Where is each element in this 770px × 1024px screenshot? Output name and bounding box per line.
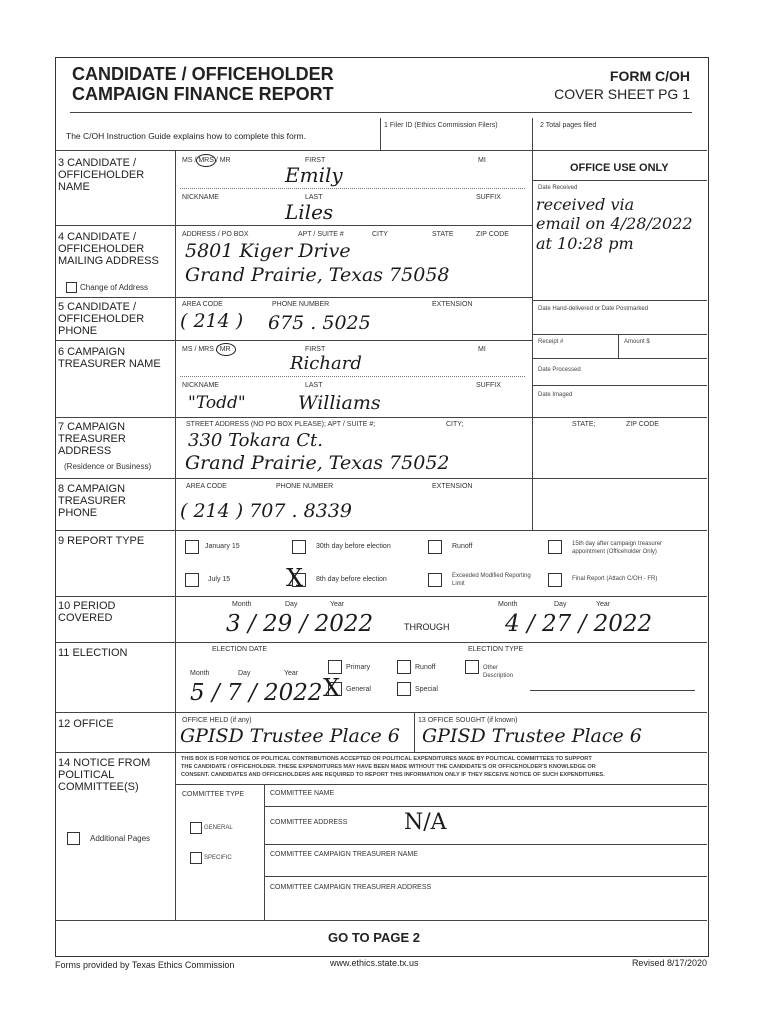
footer-center: www.ethics.state.tx.us — [330, 958, 419, 968]
election-other-rule — [530, 690, 695, 691]
s6-name-rule — [180, 376, 525, 377]
election-general-label: General — [346, 686, 371, 693]
s11-day-label: Day — [238, 670, 251, 677]
committee-specific-checkbox[interactable] — [190, 852, 202, 864]
office-held-label: OFFICE HELD (if any) — [182, 717, 252, 724]
notice-line-3: CONSENT. CANDIDATES AND OFFICEHOLDERS ARE REQUIRED TO REPORT THIS INFORMATION ONLY IF THEY RECEIVE NOTICE OF SUCH EXPENDITURES. — [181, 772, 605, 778]
treasurer-salutation-circle — [216, 343, 236, 356]
treasurer-phone: ( 214 ) 707 . 8339 — [180, 500, 352, 522]
section-9-label: 9 REPORT TYPE — [58, 535, 145, 547]
committee-treasurer-label: COMMITTEE CAMPAIGN TREASURER NAME — [270, 851, 418, 858]
filer-id-label: 1 Filer ID (Ethics Commission Filers) — [384, 122, 498, 129]
candidate-last-name: Liles — [285, 200, 334, 224]
election-runoff-checkbox[interactable] — [397, 660, 411, 674]
s10-month-label-2: Month — [498, 601, 518, 608]
s3-first-label: FIRST — [305, 157, 326, 164]
pages-filed-label: 2 Total pages filed — [540, 122, 597, 129]
s5-area-label: AREA CODE — [182, 301, 223, 308]
s10-month-label: Month — [232, 601, 252, 608]
section-5-label: 5 CANDIDATE / OFFICEHOLDER PHONE — [58, 301, 145, 337]
s8-area-label: AREA CODE — [186, 483, 227, 490]
received-note-1: received via — [536, 195, 635, 214]
form-title-1: CANDIDATE / OFFICEHOLDER — [72, 64, 334, 84]
office-use-rule — [532, 180, 707, 181]
header-rule — [70, 112, 692, 113]
s4-address-label: ADDRESS / PO BOX — [182, 231, 249, 238]
salutation-circle — [196, 154, 216, 167]
row-line-6 — [55, 417, 707, 418]
section-10-label: 10 PERIOD COVERED — [58, 600, 116, 624]
treasurer-address-line-2: Grand Prairie, Texas 75052 — [185, 452, 450, 474]
s3-mi-label: MI — [478, 157, 486, 164]
s7-state-label: STATE; — [572, 421, 596, 428]
s4-city-label: CITY — [372, 231, 388, 238]
candidate-phone: 675 . 5025 — [268, 312, 371, 334]
committee-rule-2 — [264, 844, 707, 845]
s4-apt-label: APT / SUITE # — [298, 231, 344, 238]
additional-pages-label: Additional Pages — [90, 834, 151, 843]
s11-year-label: Year — [284, 670, 299, 677]
s6-nickname-label: NICKNAME — [182, 382, 219, 389]
candidate-address-line-2: Grand Prairie, Texas 75058 — [185, 264, 450, 286]
s7-sub-label: (Residence or Business) — [64, 462, 152, 471]
s10-day-label: Day — [285, 601, 298, 608]
report-jan15-checkbox[interactable] — [185, 540, 199, 554]
report-8day-label: 8th day before election — [316, 576, 387, 583]
election-primary-label: Primary — [346, 664, 371, 671]
section-11-label: 11 ELECTION — [58, 647, 128, 659]
s7-street-label: STREET ADDRESS (NO PO BOX PLEASE); APT / SUITE #; — [186, 421, 376, 428]
report-exceeded-label: Exceeded Modified Reporting Limit — [452, 573, 531, 587]
s4-state-label: STATE — [432, 231, 454, 238]
s5-ext-label: EXTENSION — [432, 301, 473, 308]
s8-ext-label: EXTENSION — [432, 483, 473, 490]
report-jul15-label: July 15 — [208, 576, 231, 583]
committee-rule-1 — [264, 806, 707, 807]
section-3-label: 3 CANDIDATE / OFFICEHOLDER NAME — [58, 157, 145, 193]
candidate-area-code: ( 214 ) — [180, 310, 244, 332]
section-7-label: 7 CAMPAIGN TREASURER ADDRESS — [58, 421, 126, 457]
report-8day-check-mark: X — [286, 564, 304, 592]
election-primary-checkbox[interactable] — [328, 660, 342, 674]
s7-zip-label: ZIP CODE — [626, 421, 659, 428]
notice-line-2: THE CANDIDATE / OFFICEHOLDER. THESE EXPENDITURES MAY HAVE BEEN MADE WITHOUT THE CANDIDATE'S OR OFFICEHOLDER'S KNOWLEDGE OR — [181, 764, 596, 770]
receipt-divider — [618, 334, 619, 358]
committee-general-checkbox[interactable] — [190, 822, 202, 834]
go-to-page-2: GO TO PAGE 2 — [328, 930, 420, 945]
report-jan15-label: January 15 — [205, 543, 240, 550]
s3-nickname-label: NICKNAME — [182, 194, 219, 201]
section-14-label: 14 NOTICE FROM POLITICAL COMMITTEE(S) — [58, 757, 151, 793]
election-runoff-label: Runoff — [415, 664, 436, 671]
candidate-first-name: Emily — [285, 163, 343, 187]
treasurer-last-name: Williams — [298, 392, 381, 414]
office-held: GPISD Trustee Place 6 — [180, 725, 400, 747]
received-note-3: at 10:28 pm — [536, 234, 634, 253]
election-other-checkbox[interactable] — [465, 660, 479, 674]
change-of-address-checkbox[interactable] — [66, 282, 77, 293]
s10-year-label-2: Year — [596, 601, 611, 608]
footer-left: Forms provided by Texas Ethics Commission — [55, 960, 235, 970]
s6-salutation: MS / MRS / MR — [182, 346, 231, 353]
report-final-label: Final Report (Attach C/OH - FR) — [572, 576, 658, 582]
committee-na: N/A — [404, 810, 447, 835]
s11-month-label: Month — [190, 670, 210, 677]
election-date-label: ELECTION DATE — [212, 646, 268, 653]
report-runoff-label: Runoff — [452, 543, 473, 550]
s6-suffix-label: SUFFIX — [476, 382, 501, 389]
office-use-rule-4 — [532, 358, 707, 359]
section-12-label: 12 OFFICE — [58, 718, 114, 730]
candidate-address-line-1: 5801 Kiger Drive — [185, 240, 351, 262]
hand-delivered-label: Date Hand-delivered or Date Postmarked — [538, 306, 649, 312]
additional-pages-checkbox[interactable] — [67, 832, 80, 845]
treasurer-address-line-1: 330 Tokara Ct. — [188, 430, 323, 451]
committee-rule-3 — [264, 876, 707, 877]
row-line-7 — [55, 478, 707, 479]
committee-specific-label: SPECIFIC — [204, 855, 232, 861]
s5-phone-label: PHONE NUMBER — [272, 301, 330, 308]
report-15day-label: 15th day after campaign treasurer appointment (Officeholder Only) — [572, 541, 663, 555]
committee-name-label: COMMITTEE NAME — [270, 790, 335, 797]
change-of-address-label: Change of Address — [80, 283, 149, 292]
row-line-8 — [55, 530, 707, 531]
receipt-label: Receipt # — [538, 339, 564, 345]
section-8-label: 8 CAMPAIGN TREASURER PHONE — [58, 483, 126, 519]
office-use-rule-5 — [532, 385, 707, 386]
s7-city-label: CITY; — [446, 421, 464, 428]
row-line-12 — [55, 752, 707, 753]
report-runoff-checkbox[interactable] — [428, 540, 442, 554]
treasurer-nickname: "Todd" — [188, 393, 246, 413]
filer-divider — [380, 118, 381, 150]
election-general-check-mark: X — [323, 674, 341, 702]
period-from: 3 / 29 / 2022 — [226, 611, 374, 637]
form-number: FORM C/OH — [609, 68, 690, 84]
s3-suffix-label: SUFFIX — [476, 194, 501, 201]
instruction-text: The C/OH Instruction Guide explains how to complete this form. — [66, 131, 306, 141]
row-line-11 — [55, 712, 707, 713]
office-use-divider — [532, 150, 533, 530]
office-use-rule-2 — [532, 300, 707, 301]
report-final-checkbox[interactable] — [548, 573, 562, 587]
report-exceeded-checkbox[interactable] — [428, 573, 442, 587]
row-line-4 — [55, 297, 532, 298]
election-date: 5 / 7 / 2022 — [190, 680, 323, 706]
notice-rule — [175, 784, 707, 785]
row-line-header — [55, 150, 707, 151]
period-through: THROUGH — [404, 622, 450, 632]
pages-divider — [532, 118, 533, 150]
s10-year-label: Year — [330, 601, 345, 608]
committee-address-label: COMMITTEE ADDRESS — [270, 819, 348, 826]
office-use-rule-3 — [532, 334, 707, 335]
form-sheet: COVER SHEET PG 1 — [554, 86, 690, 102]
report-jul15-checkbox[interactable] — [185, 573, 199, 587]
committee-type-label: COMMITTEE TYPE — [182, 791, 245, 798]
report-15day-checkbox[interactable] — [548, 540, 562, 554]
row-line-10 — [55, 642, 707, 643]
footer-right: Revised 8/17/2020 — [631, 958, 707, 968]
imaged-label: Date Imaged — [538, 392, 573, 398]
committee-divider — [264, 784, 265, 920]
form-title-2: CAMPAIGN FINANCE REPORT — [72, 84, 334, 104]
section-4-label: 4 CANDIDATE / OFFICEHOLDER MAILING ADDRESS — [58, 231, 159, 267]
election-other-label: Other Description — [483, 665, 514, 679]
s10-day-label-2: Day — [554, 601, 567, 608]
report-30day-label: 30th day before election — [316, 543, 391, 550]
election-type-label: ELECTION TYPE — [468, 646, 524, 653]
s8-phone-label: PHONE NUMBER — [276, 483, 334, 490]
row-line-5 — [55, 340, 532, 341]
row-line-3 — [55, 225, 532, 226]
committee-general-label: GENERAL — [204, 825, 233, 831]
committee-treasurer-address-label: COMMITTEE CAMPAIGN TREASURER ADDRESS — [270, 884, 432, 891]
label-column-divider — [175, 150, 176, 920]
row-line-9 — [55, 596, 707, 597]
s4-zip-label: ZIP CODE — [476, 231, 509, 238]
office-use-title: OFFICE USE ONLY — [570, 162, 669, 174]
office-divider — [414, 712, 415, 752]
s3-last-label: LAST — [305, 194, 323, 201]
office-sought: GPISD Trustee Place 6 — [422, 725, 642, 747]
received-note-2: email on 4/28/2022 — [536, 214, 693, 233]
section-6-label: 6 CAMPAIGN TREASURER NAME — [58, 346, 161, 370]
row-line-14 — [55, 920, 707, 921]
s3-salutation: MS / MRS / MR — [182, 157, 231, 164]
s6-mi-label: MI — [478, 346, 486, 353]
treasurer-first-name: Richard — [290, 353, 362, 374]
s6-first-label: FIRST — [305, 346, 326, 353]
processed-label: Date Processed — [538, 367, 581, 373]
notice-line-1: THIS BOX IS FOR NOTICE OF POLITICAL CONTRIBUTIONS ACCEPTED OR POLITICAL EXPENDITURES MADE BY POLITICAL COMMITTEES TO SUPPORT — [181, 756, 592, 762]
election-special-checkbox[interactable] — [397, 682, 411, 696]
period-to: 4 / 27 / 2022 — [505, 611, 653, 637]
office-sought-label: 13 OFFICE SOUGHT (if known) — [418, 717, 518, 724]
s6-last-label: LAST — [305, 382, 323, 389]
date-received-label: Date Received — [538, 185, 578, 191]
election-special-label: Special — [415, 686, 438, 693]
s3-name-rule — [180, 188, 525, 189]
report-30day-checkbox[interactable] — [292, 540, 306, 554]
amount-label: Amount $ — [624, 339, 650, 345]
